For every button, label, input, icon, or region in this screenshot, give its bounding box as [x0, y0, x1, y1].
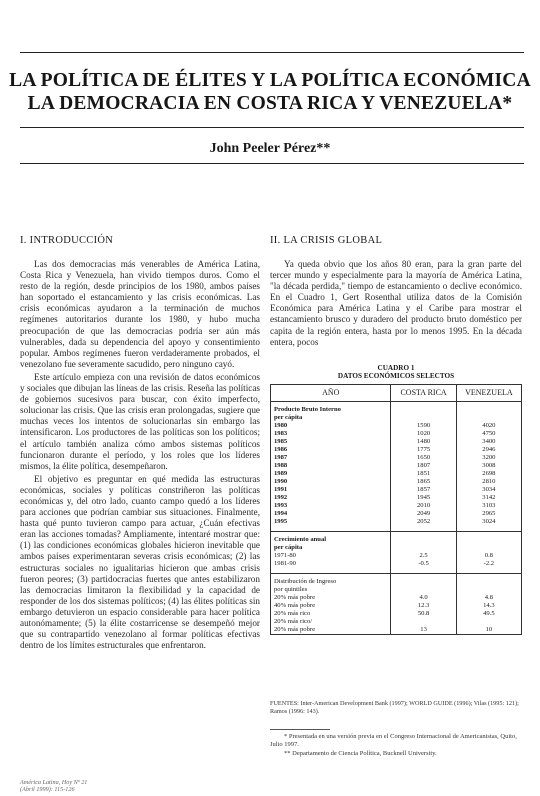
row-label: 1993: [271, 502, 391, 510]
row-label: 1985: [271, 438, 391, 446]
row-label: 1988: [271, 462, 391, 470]
paragraph: Las dos democracias más venerables de América Latina, Costa Rica y Venezuela, han vivido tiempos duros. Como el resto de la región, desde principios de los 1980, ambos países han soportado el estancamiento y las crisis económicas. Las crisis económicas ayudaron a la terminación de muchos regímenes autoritarios durante los 1980, y hubo mucha preocupación de que las democracias podría ser aún más vulnerables, dada su dependencia del apoyo y consentimiento popular. Ambos regímenes fueron verdaderamente probados, el venezolano fue severamente sacudido, pero ninguno cayó.: [20, 259, 260, 369]
cell-value: [391, 532, 456, 545]
cell-value: 49.5: [456, 610, 521, 618]
cell-value: 1020: [391, 430, 456, 438]
cell-value: 1480: [391, 438, 456, 446]
right-column: [270, 259, 522, 348]
table-row: [271, 560, 522, 568]
column-header: COSTA RICA: [391, 385, 456, 402]
cell-value: 50.8: [391, 610, 456, 618]
cell-value: 4750: [456, 430, 521, 438]
cell-value: [391, 586, 456, 594]
cell-value: [456, 532, 521, 545]
title-line-2: LA DEMOCRACIA EN COSTA RICA Y VENEZUELA*: [27, 93, 513, 114]
cell-value: [456, 414, 521, 422]
journal-issue: (Abril 1999): 115-126: [20, 786, 75, 794]
table-row: [271, 430, 522, 438]
cell-value: 3008: [456, 462, 521, 470]
table-row: [271, 532, 522, 545]
row-label: 20% más pobre: [271, 626, 391, 635]
cell-value: 2052: [391, 518, 456, 526]
table-sources: FUENTES: Inter-American Development Bank (1997); WORLD GUIDE (1996); Vilas (1995: 121); Ramos (1996: 143).: [270, 700, 519, 715]
table-row: [271, 518, 522, 526]
row-label: 1983: [271, 430, 391, 438]
row-label: 1994: [271, 510, 391, 518]
row-label: 1990: [271, 478, 391, 486]
table-caption-number: CUADRO 1: [377, 364, 415, 372]
journal-name: América Latina, Hoy Nº 21: [20, 779, 88, 786]
row-label: Distribución de Ingreso: [271, 574, 391, 587]
table-row: [271, 626, 522, 635]
table-row: [271, 610, 522, 618]
paragraph: Ya queda obvio que los años 80 eran, para la gran parte del tercer mundo y especialmente para la mayoría de América Latina, "la década perdida," tiempo de estancamiento o declive económico. En el Cuadro 1, Gert Rosenthal utiliza datos de la Comisión Económica para América Latina y el Caribe para mostrar el estancamiento brusco y duradero del producto bruto doméstico per capita de la región entera, hasta por lo menos 1995. En la década entera, pocos: [270, 259, 522, 347]
paragraph: Este artículo empieza con una revisión de datos económicos y sociales que dibujan las líneas de las crisis. Reseña las políticas de gobiernos sucesivos para buscar, con éxito imperfecto, solucionar las crisis. Que las crisis eran prolongadas, sugiere que muchas veces los intentos de solucionarlas sin embargo las intensificaron. Los productores de las políticas son los políticos; el artículo también analiza cómo ambos sistemas políticos funcionaron durante el período, y los roles que los líderes mismos, la élite política, desempeñaron.: [20, 371, 260, 471]
table-row: [271, 422, 522, 430]
table-row: [271, 478, 522, 486]
author-rule: [20, 163, 524, 164]
cell-value: [391, 402, 456, 415]
table-caption-title: DATOS ECONÓMICOS SELECTOS: [337, 372, 455, 380]
cell-value: [391, 574, 456, 587]
cell-value: 12.3: [391, 602, 456, 610]
cell-value: -0.5: [391, 560, 456, 568]
cell-value: 3024: [456, 518, 521, 526]
table-row: [271, 602, 522, 610]
cell-value: 2946: [456, 446, 521, 454]
cell-value: 3400: [456, 438, 521, 446]
row-label: 1980: [271, 422, 391, 430]
cell-value: 3142: [456, 494, 521, 502]
cell-value: 4.8: [456, 594, 521, 602]
row-label: 1989: [271, 470, 391, 478]
row-label: 1995: [271, 518, 391, 526]
row-label: 1987: [271, 454, 391, 462]
row-label: 1971-80: [271, 552, 391, 560]
cell-value: 1650: [391, 454, 456, 462]
row-label: 20% más pobre: [271, 594, 391, 602]
cell-value: [456, 586, 521, 594]
cell-value: 13: [391, 626, 456, 635]
row-label: 1986: [271, 446, 391, 454]
cell-value: 1590: [391, 422, 456, 430]
left-column: [20, 259, 260, 651]
cell-value: 2.5: [391, 552, 456, 560]
footnote-rule: [270, 729, 330, 730]
cell-value: [456, 544, 521, 552]
cell-value: 1775: [391, 446, 456, 454]
title-line-1: LA POLÍTICA DE ÉLITES Y LA POLÍTICA ECONÓMICA: [9, 70, 531, 91]
cell-value: [456, 618, 521, 626]
row-label: Producto Bruto Interno: [271, 402, 391, 415]
cell-value: [456, 574, 521, 587]
cell-value: 3034: [456, 486, 521, 494]
cell-value: [391, 544, 456, 552]
row-label: per cápita: [271, 544, 391, 552]
cell-value: 1807: [391, 462, 456, 470]
cell-value: 2810: [456, 478, 521, 486]
row-label: por quintiles: [271, 586, 391, 594]
cell-value: [456, 402, 521, 415]
top-rule: [20, 52, 524, 53]
cell-value: 4.0: [391, 594, 456, 602]
cell-value: [391, 618, 456, 626]
economic-data-table: [270, 384, 522, 635]
table-row: [271, 470, 522, 478]
table-row: [271, 438, 522, 446]
table-row: [271, 544, 522, 552]
cell-value: 3103: [456, 502, 521, 510]
cell-value: 1945: [391, 494, 456, 502]
row-label: 1991: [271, 486, 391, 494]
journal-reference: [20, 779, 87, 794]
table-row: [271, 586, 522, 594]
table-row: [271, 454, 522, 462]
cell-value: 0.8: [456, 552, 521, 560]
paragraph: El objetivo es preguntar en qué medida las estructuras económicas, sociales y políticas constriñeron las políticas económicas y, del otro lado, cuanto campo quedó a los líderes para acciones que podrían cambiar sus situaciones. Finalmente, hasta qué punto tuvieron campo para actuar, ¿Cuán efectivas eran las acciones tomadas? Ampliamente, intentaré mostrar que: (1) las condiciones económicas globales hicieron inevitable que ambos países experimentaran severas crisis económicas; (2) las estructuras sociales no igualitarias hicieron que ambas crisis fueron peores; (3) partidocracias fuertes que antes estabilizaron las democracias limitaron la flexibilidad y la capacidad de responder de los dos sistemas políticos; (4) las élites políticas sin embargo detuvieron un espacio considerable para hacer política autonómamente; (5) la élite costarricense se desempeñó mejor que su contrapartido venezolano al formar políticas efectivas dentro de los límites estructurales que enfrentaron.: [20, 473, 260, 651]
table-row: [271, 574, 522, 587]
cell-value: 2049: [391, 510, 456, 518]
author: John Peeler Pérez**: [209, 141, 331, 156]
row-label: Crecimiento anual: [271, 532, 391, 545]
footnote: ** Departamento de Ciencia Política, Bucknell University.: [284, 750, 437, 757]
cell-value: 14.3: [456, 602, 521, 610]
row-label: 1981-90: [271, 560, 391, 568]
section-heading-introduccion: I. INTRODUCCIÓN: [20, 235, 114, 246]
table-row: [271, 502, 522, 510]
row-label: per cápita: [271, 414, 391, 422]
footnote: * Presentada en una versión previa en el Congreso Internacional de Americanistas, Quito, Julio 1997.: [270, 733, 517, 748]
cell-value: 1865: [391, 478, 456, 486]
title-rule: [20, 127, 524, 128]
column-header: VENEZUELA: [456, 385, 521, 402]
table-row: [271, 552, 522, 560]
cell-value: -2.2: [456, 560, 521, 568]
column-header: AÑO: [271, 385, 391, 402]
table-row: [271, 510, 522, 518]
cell-value: [391, 414, 456, 422]
table-row: [271, 462, 522, 470]
cell-value: 2965: [456, 510, 521, 518]
cell-value: 3200: [456, 454, 521, 462]
row-label: 20% más rico/: [271, 618, 391, 626]
table-row: [271, 446, 522, 454]
row-label: 40% más pobre: [271, 602, 391, 610]
table-row: [271, 618, 522, 626]
cell-value: 1851: [391, 470, 456, 478]
row-label: 1992: [271, 494, 391, 502]
table-row: [271, 594, 522, 602]
row-label: 20% más rico: [271, 610, 391, 618]
cell-value: 2698: [456, 470, 521, 478]
cell-value: 4020: [456, 422, 521, 430]
cell-value: 1857: [391, 486, 456, 494]
cell-value: 10: [456, 626, 521, 635]
table-row: [271, 486, 522, 494]
section-heading-crisis-global: II. LA CRISIS GLOBAL: [270, 235, 383, 246]
table-row: [271, 402, 522, 415]
cell-value: 2010: [391, 502, 456, 510]
table-row: [271, 414, 522, 422]
table-row: [271, 494, 522, 502]
